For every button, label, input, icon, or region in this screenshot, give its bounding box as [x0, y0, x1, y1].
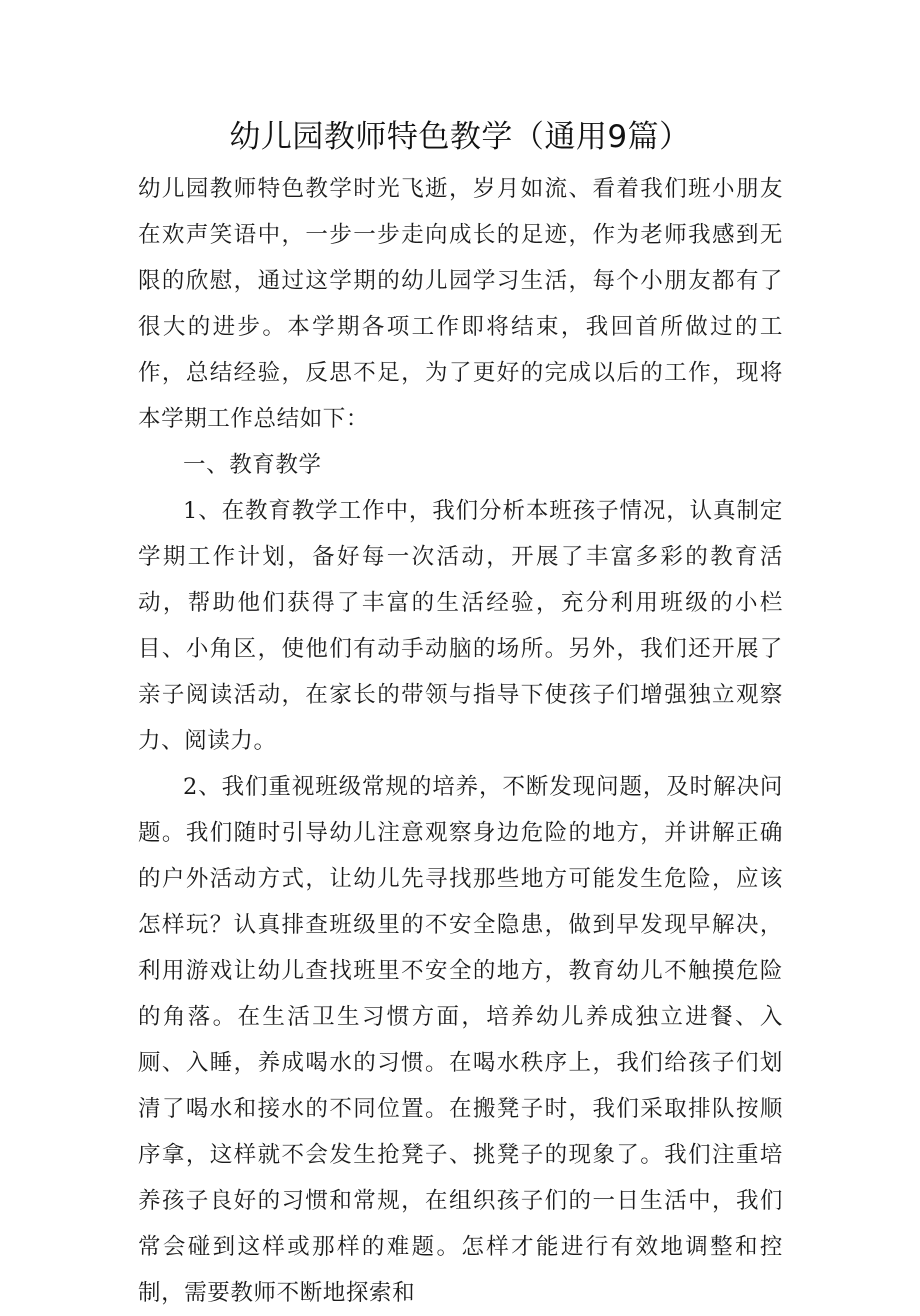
document-title: 幼儿园教师特色教学（通用9篇） [229, 119, 691, 155]
intro-paragraph: 幼儿园教师特色教学时光飞逝，岁月如流、看着我们班小朋友在欢声笑语中，一步一步走向成长的足迹，作为老师我感到无限的欣慰，通过这学期的幼儿园学习生活，每个小朋友都有了很大的进步。本学期各项工作即将结束，我回首所做过的工作，总结经验，反思不足，为了更好的完成以后的工作，现将本学期工作总结如下： [138, 176, 783, 432]
paragraph-item-2: 2、我们重视班级常规的培养，不断发现问题，及时解决问题。我们随时引导幼儿注意观察身边危险的地方，并讲解正确的户外活动方式，让幼儿先寻找那些地方可能发生危险，应该怎样玩？认真排查班级里的不安全隐患，做到早发现早解决，利用游戏让幼儿查找班里不安全的地方，教育幼儿不触摸危险的角落。在生活卫生习惯方面，培养幼儿养成独立进餐、入厕、入睡，养成喝水的习惯。在喝水秩序上，我们给孩子们划清了喝水和接水的不同位置。在搬凳子时，我们采取排队按顺序拿，这样就不会发生抢凳子、挑凳子的现象了。我们注重培养孩子良好的习惯和常规，在组织孩子们的一日生活中，我们常会碰到这样或那样的难题。怎样才能进行有效地调整和控制，需要教师不断地探索和 [138, 774, 783, 1306]
document-body [138, 166, 783, 1316]
paragraph-item-1: 1、在教育教学工作中，我们分析本班孩子情况，认真制定学期工作计划，备好每一次活动，开展了丰富多彩的教育活动，帮助他们获得了丰富的生活经验，充分利用班级的小栏目、小角区，使他们有动手动脑的场所。另外，我们还开展了亲子阅读活动，在家长的带领与指导下使孩子们增强独立观察力、阅读力。 [138, 498, 783, 754]
section-heading: 一、教育教学 [183, 452, 322, 478]
